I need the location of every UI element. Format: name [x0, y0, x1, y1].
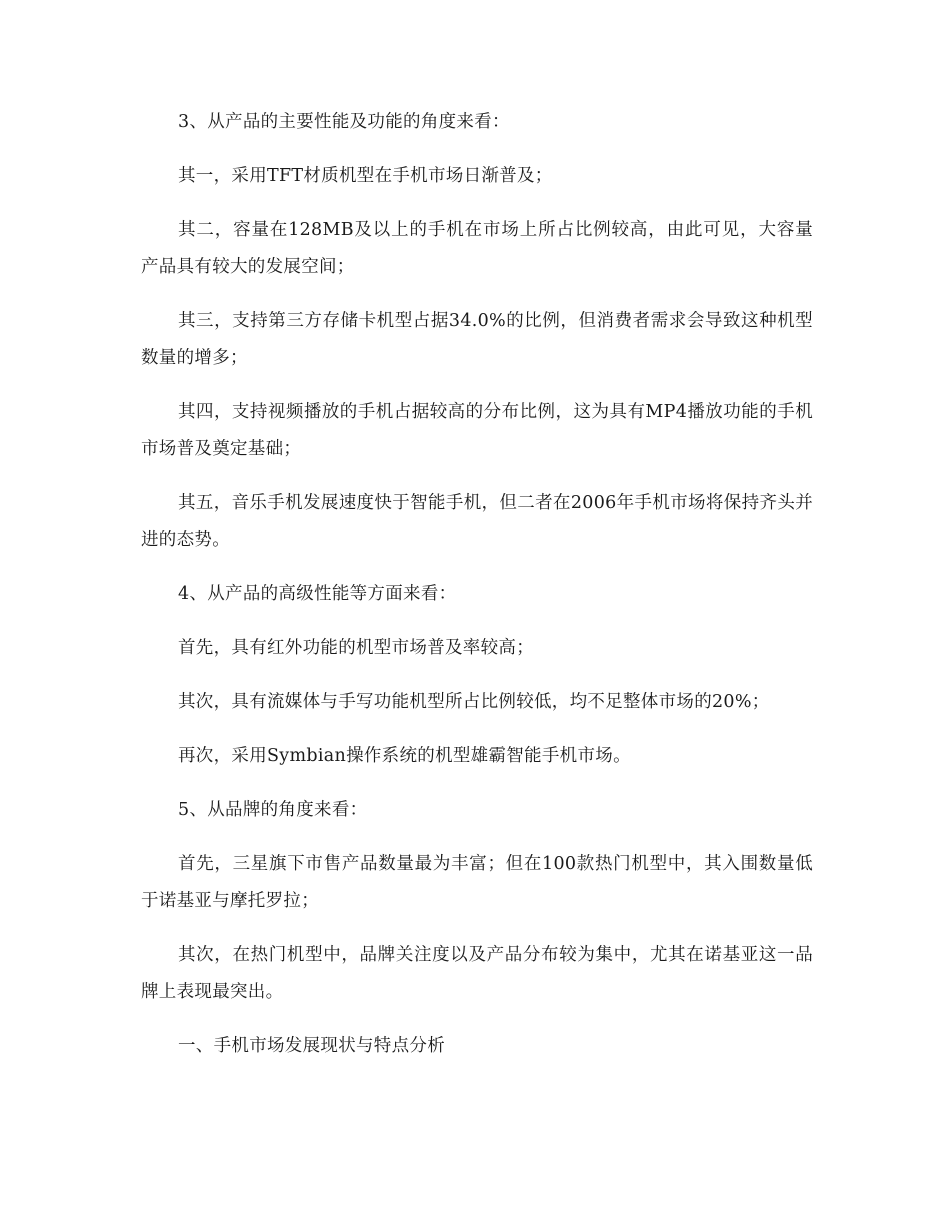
paragraph-first: 首先，具有红外功能的机型市场普及率较高； — [178, 638, 534, 658]
paragraph-third: 再次，采用Symbian操作系统的机型雄霸智能手机市场。 — [178, 746, 631, 766]
paragraph-point-4: 其四，支持视频播放的手机占据较高的分布比例，这为具有MP4播放功能的手机市场普及奠定基础； — [141, 402, 813, 459]
chapter-heading: 一、手机市场发展现状与特点分析 — [178, 1036, 445, 1056]
section-heading-4: 4、从产品的高级性能等方面来看： — [178, 584, 457, 604]
paragraph-point-3: 其三，支持第三方存储卡机型占据34.0%的比例，但消费者需求会导致这种机型数量的增多； — [141, 311, 813, 368]
paragraph-point-1: 其一，采用TFT材质机型在手机市场日渐普及； — [178, 166, 553, 186]
paragraph-point-5: 其五，音乐手机发展速度快于智能手机，但二者在2006年手机市场将保持齐头并进的态势。 — [141, 493, 813, 550]
paragraph-point-2: 其二，容量在128MB及以上的手机在市场上所占比例较高，由此可见，大容量产品具有较大的发展空间； — [141, 220, 813, 277]
paragraph-brand-second: 其次，在热门机型中，品牌关注度以及产品分布较为集中，尤其在诺基亚这一品牌上表现最突出。 — [141, 945, 813, 1002]
section-heading-3: 3、从产品的主要性能及功能的角度来看： — [178, 112, 510, 132]
paragraph-second: 其次，具有流媒体与手写功能机型所占比例较低，均不足整体市场的20%； — [178, 692, 770, 712]
document-page — [141, 104, 813, 1082]
paragraph-brand-first: 首先，三星旗下市售产品数量最为丰富；但在100款热门机型中，其入围数量低于诺基亚与摩托罗拉； — [141, 854, 813, 911]
section-heading-5: 5、从品牌的角度来看： — [178, 800, 368, 820]
